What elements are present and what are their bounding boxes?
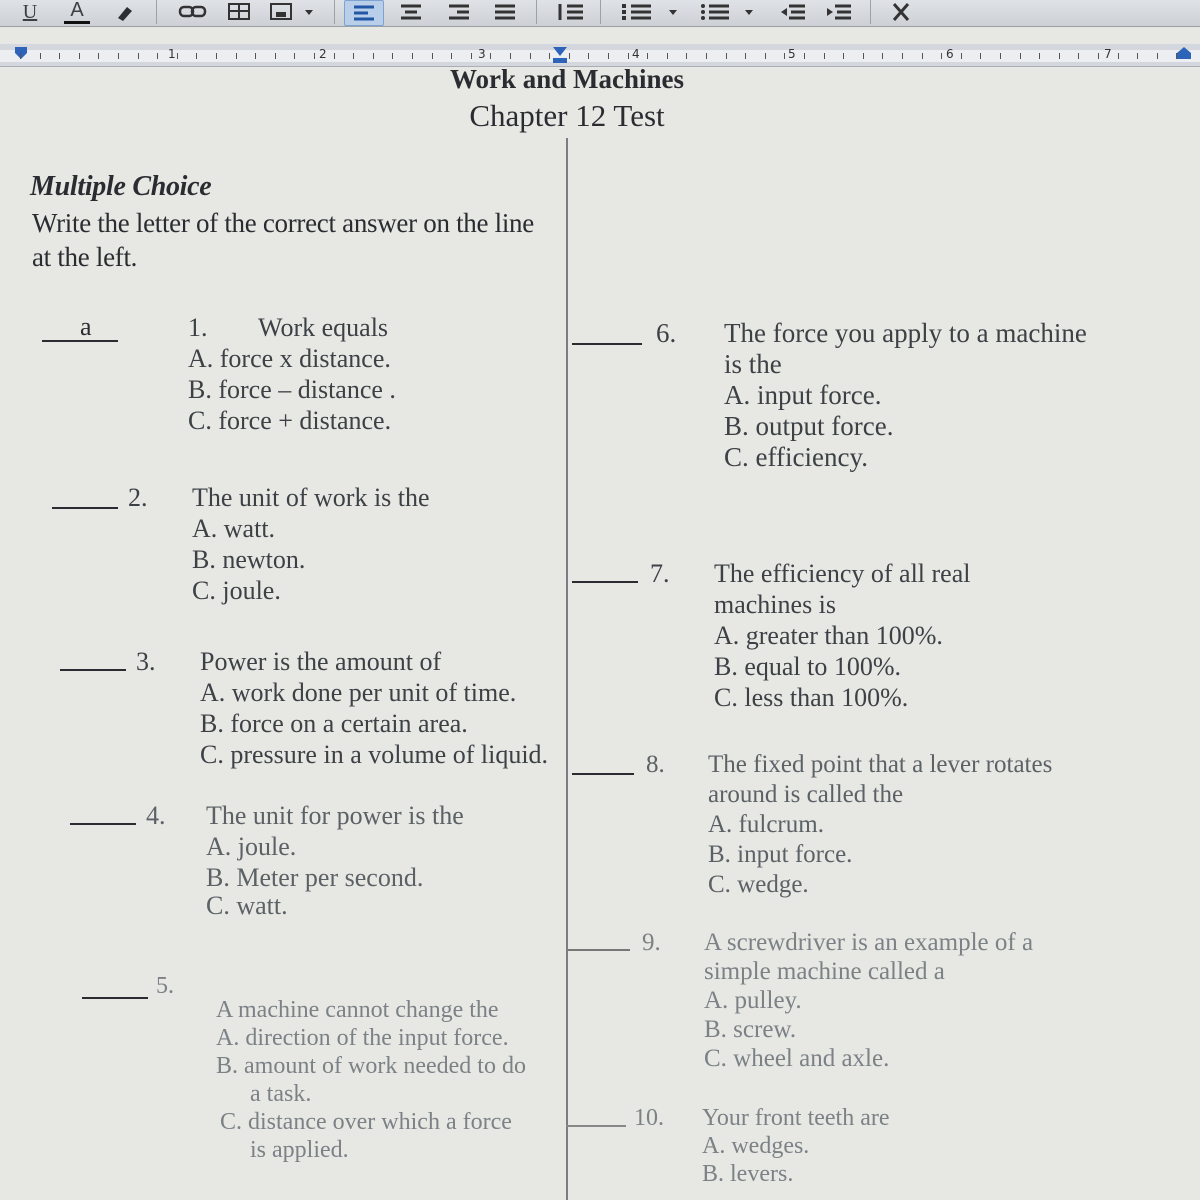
question-10 [634, 1104, 890, 1188]
ruler-tick [490, 53, 491, 59]
question-number: 8. [646, 751, 665, 778]
ruler-tick [216, 53, 217, 59]
ruler-tick [843, 53, 844, 59]
question-stem: is the [724, 349, 782, 379]
option: A. watt. [192, 514, 276, 543]
document-title: Work and Machines [449, 64, 685, 94]
ruler-tick [314, 53, 315, 59]
option: B. Meter per second. [206, 863, 424, 892]
underline-icon[interactable]: U [22, 0, 38, 23]
option: C. wedge. [708, 871, 809, 898]
option: C. force + distance. [188, 406, 392, 435]
answer-line-6[interactable] [572, 342, 642, 345]
answer-line-10[interactable] [566, 1124, 626, 1127]
ruler-tick [196, 53, 197, 59]
option: B. output force. [724, 411, 894, 441]
ruler-tick [40, 53, 41, 59]
highlight-icon[interactable] [112, 0, 138, 24]
option: B. force – distance . [188, 375, 396, 404]
ruler-tick [294, 53, 295, 59]
question-number: 4. [146, 801, 166, 830]
numbered-list-icon[interactable] [616, 0, 684, 24]
ruler-tick [608, 53, 609, 59]
decrease-indent-icon[interactable] [776, 0, 810, 24]
formatting-toolbar [0, 0, 1200, 27]
question-number: 5. [156, 973, 174, 999]
option: B. screw. [704, 1016, 797, 1043]
question-stem: The force you apply to a machine [724, 318, 1087, 348]
question-number: 3. [136, 647, 156, 676]
question-9 [642, 928, 1033, 1073]
ruler-tick [98, 53, 99, 59]
insert-table-icon[interactable] [224, 0, 254, 24]
ruler-tick [941, 53, 942, 59]
ruler-tick [765, 53, 766, 59]
answer-text-1[interactable]: a [80, 312, 92, 341]
align-center-icon[interactable] [396, 0, 426, 24]
ruler-tick [902, 53, 903, 59]
ruler-tick [1157, 53, 1158, 59]
align-left-icon[interactable] [344, 0, 384, 26]
option: C. efficiency. [724, 442, 868, 472]
question-number: 10. [634, 1105, 664, 1131]
answer-line-8[interactable] [572, 772, 634, 775]
question-7 [650, 558, 970, 713]
ruler-number: 1 [168, 47, 176, 61]
link-icon[interactable] [176, 0, 210, 24]
option: C. joule. [192, 576, 281, 605]
ruler-tick [922, 53, 923, 59]
answer-line-9[interactable] [568, 948, 630, 951]
question-stem: Your front teeth are [702, 1105, 890, 1131]
option: A. input force. [724, 380, 882, 410]
instructions: at the left. [32, 242, 138, 272]
ruler-tick [236, 53, 237, 59]
question-stem: The efficiency of all real [714, 559, 971, 588]
ruler-tick [1078, 53, 1079, 59]
option: B. newton. [192, 545, 306, 574]
ruler-tick [20, 53, 21, 59]
answer-line-2[interactable] [52, 506, 118, 509]
question-stem: A screwdriver is an example of a [704, 929, 1034, 956]
option: A. joule. [206, 832, 297, 861]
ruler-tick [412, 53, 413, 59]
ruler-tick [804, 53, 805, 59]
question-number: 2. [128, 483, 148, 512]
question-2 [128, 482, 430, 606]
right-indent-marker[interactable] [1176, 46, 1188, 60]
line-spacing-icon[interactable] [552, 0, 588, 24]
ruler-tick [980, 53, 981, 59]
ruler-tick [1137, 53, 1138, 59]
ruler-tick [745, 53, 746, 59]
ruler-tick [432, 53, 433, 59]
ruler-tick [1059, 53, 1060, 59]
ruler-tick [157, 53, 158, 59]
question-stem: simple machine called a [704, 958, 945, 985]
question-stem: A machine cannot change the [216, 997, 499, 1023]
option: C. wheel and axle. [704, 1045, 890, 1072]
answer-line-3[interactable] [60, 668, 126, 671]
ruler-number: 3 [478, 47, 486, 61]
answer-line-5[interactable] [82, 996, 148, 999]
section-heading: Multiple Choice [30, 171, 212, 202]
question-stem: The unit of work is the [192, 483, 430, 512]
ruler-tick [1039, 53, 1040, 59]
option: a task. [250, 1081, 312, 1107]
option: B. levers. [702, 1161, 794, 1187]
ruler-number: 5 [788, 47, 796, 61]
question-6 [656, 318, 1087, 473]
question-number: 9. [642, 929, 661, 956]
ruler-tick [392, 53, 393, 59]
option: A. greater than 100%. [714, 621, 943, 650]
ruler-tick [647, 53, 648, 59]
option: is applied. [250, 1137, 349, 1163]
ruler-tick [1118, 53, 1119, 59]
ruler-number: 6 [946, 47, 954, 61]
ruler-tick [549, 53, 550, 59]
ruler-tick [1098, 53, 1099, 59]
question-8 [646, 750, 1052, 900]
ruler-tick [961, 53, 962, 59]
question-4 [146, 800, 464, 919]
ruler-tick [334, 53, 335, 59]
ruler-tick [471, 53, 472, 59]
option: C. distance over which a force [220, 1109, 512, 1135]
ruler-tick [628, 53, 629, 59]
question-stem: The fixed point that a lever rotates [708, 751, 1053, 778]
column-divider [566, 138, 568, 1200]
ruler-tick [726, 53, 727, 59]
question-stem: machines is [714, 590, 837, 619]
answer-line-7[interactable] [572, 580, 638, 583]
ruler-tick [882, 53, 883, 59]
ruler-tick [1000, 53, 1001, 59]
ruler-number: 4 [632, 47, 640, 61]
option: C. less than 100%. [714, 683, 909, 712]
ruler-tick [275, 53, 276, 59]
question-number: 7. [650, 559, 670, 588]
ruler-tick [255, 53, 256, 59]
clear-formatting-icon[interactable] [884, 0, 918, 24]
ruler-tick [569, 53, 570, 59]
question-stem: Work equals [258, 313, 389, 342]
ruler-tick [510, 53, 511, 59]
document-subtitle: Chapter 12 Test [469, 98, 665, 133]
ruler-tick [686, 53, 687, 59]
ruler-tick [353, 53, 354, 59]
question-5 [156, 973, 526, 1164]
ruler-tick [138, 53, 139, 59]
font-color-icon[interactable]: A [64, 0, 90, 24]
ruler-tick [784, 53, 785, 59]
option: A. work done per unit of time. [200, 678, 517, 707]
align-right-icon[interactable] [444, 0, 474, 24]
option: B. equal to 100%. [714, 652, 902, 681]
ruler-tick [824, 53, 825, 59]
ruler-tick [530, 53, 531, 59]
option: B. amount of work needed to do [216, 1053, 526, 1079]
option: A. direction of the input force. [216, 1025, 509, 1051]
option: A. wedges. [702, 1133, 810, 1159]
question-3 [136, 646, 548, 770]
option: C. pressure in a volume of liquid. [200, 740, 549, 769]
first-line-indent-marker[interactable] [552, 46, 564, 60]
ruler-tick [451, 53, 452, 59]
justify-icon[interactable] [490, 0, 520, 24]
question-number: 6. [656, 318, 677, 348]
ruler-tick [706, 53, 707, 59]
question-stem: The unit for power is the [206, 801, 464, 830]
option: A. force x distance. [188, 344, 391, 373]
increase-indent-icon[interactable] [822, 0, 856, 24]
option: A. pulley. [704, 987, 802, 1014]
question-stem: around is called the [708, 781, 904, 808]
ruler-tick [59, 53, 60, 59]
ruler-tick [1020, 53, 1021, 59]
ruler-tick [118, 53, 119, 59]
question-stem: Power is the amount of [200, 647, 442, 676]
instructions: Write the letter of the correct answer on the line [32, 208, 534, 238]
option: C. watt. [206, 891, 288, 920]
option: A. fulcrum. [708, 811, 824, 838]
option: B. force on a certain area. [200, 709, 468, 738]
ruler-number: 7 [1104, 47, 1112, 61]
question-1 [188, 312, 396, 436]
ruler-tick [373, 53, 374, 59]
option: B. input force. [708, 841, 853, 868]
insert-image-icon[interactable] [264, 0, 322, 24]
ruler-tick [667, 53, 668, 59]
ruler-tick [588, 53, 589, 59]
question-number: 1. [188, 313, 208, 342]
ruler-tick [863, 53, 864, 59]
answer-line-4[interactable] [70, 822, 136, 825]
ruler-tick [177, 53, 178, 59]
ruler-tick [79, 53, 80, 59]
bulleted-list-icon[interactable] [696, 0, 764, 24]
ruler-tick [1176, 53, 1177, 59]
ruler-number: 2 [319, 47, 327, 61]
